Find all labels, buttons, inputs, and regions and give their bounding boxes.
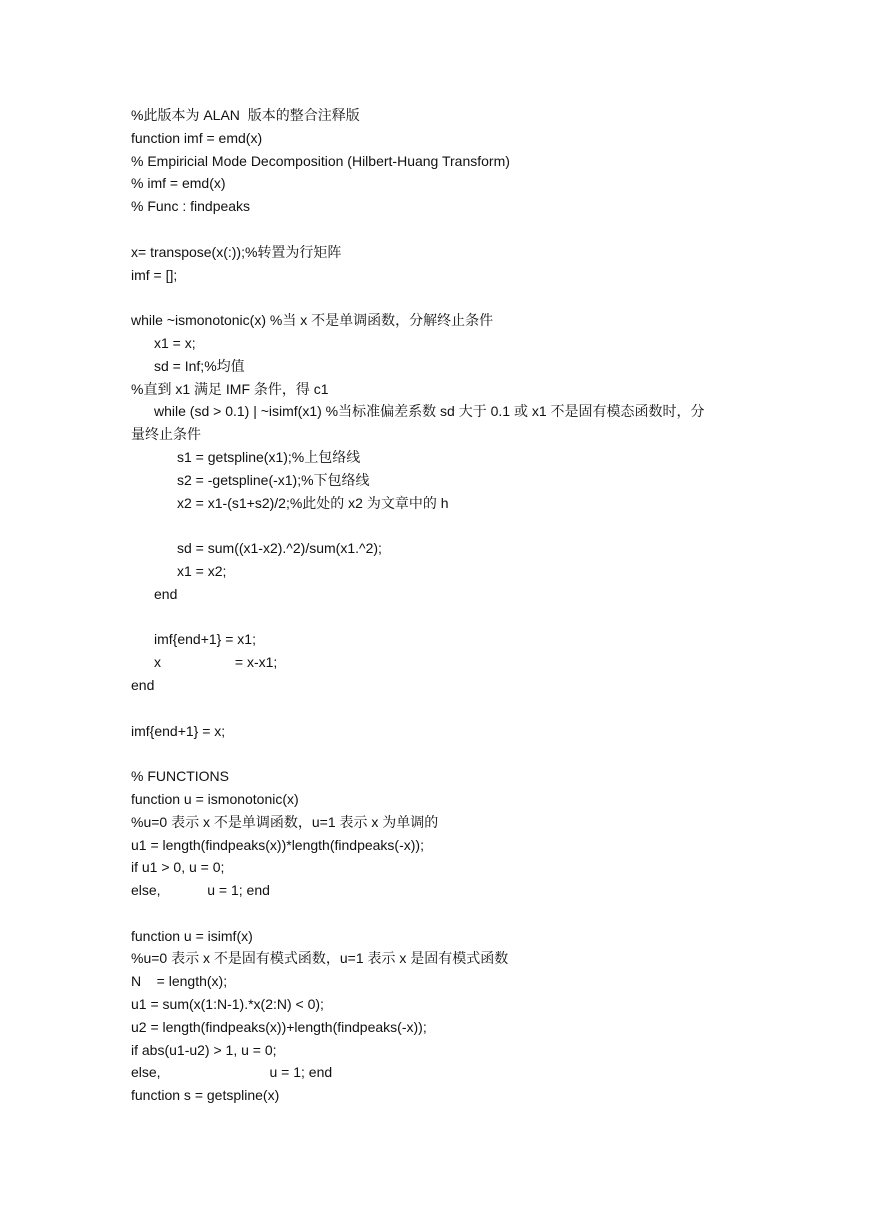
code-line: s1 = getspline(x1);%上包络线	[177, 448, 361, 465]
code-line: % Func : findpeaks	[131, 198, 251, 215]
code-line: u2 = length(findpeaks(x))+length(findpeaks(-x));	[131, 1018, 427, 1035]
code-line: x2 = x1-(s1+s2)/2;%此处的 x2 为文章中的 h	[177, 494, 449, 511]
code-line: while ~ismonotonic(x) %当 x 不是单调函数，分解终止条件	[131, 312, 494, 329]
blank-line	[131, 286, 751, 309]
code-line: imf{end+1} = x1;	[154, 631, 256, 648]
code-line: if abs(u1-u2) > 1, u = 0;	[131, 1041, 277, 1058]
code-line: else, u = 1; end	[131, 1064, 333, 1081]
code-line: % imf = emd(x)	[131, 175, 226, 192]
code-line: sd = sum((x1-x2).^2)/sum(x1.^2);	[177, 540, 382, 557]
code-line: s2 = -getspline(-x1);%下包络线	[177, 471, 370, 488]
code-line: N = length(x);	[131, 973, 228, 990]
code-line: x = x-x1;	[154, 654, 278, 671]
blank-line	[131, 606, 751, 629]
blank-line	[131, 902, 751, 925]
code-line: % FUNCTIONS	[131, 768, 229, 785]
document-body	[131, 104, 751, 1107]
code-line: %u=0 表示 x 不是固有模式函数，u=1 表示 x 是固有模式函数	[131, 950, 509, 967]
blank-line	[131, 514, 751, 537]
blank-line	[131, 697, 751, 720]
code-line: u1 = length(findpeaks(x))*length(findpeaks(-x));	[131, 836, 424, 853]
code-line: if u1 > 0, u = 0;	[131, 859, 225, 876]
code-line: %u=0 表示 x 不是单调函数，u=1 表示 x 为单调的	[131, 813, 439, 830]
code-line: %直到 x1 满足 IMF 条件，得 c1	[131, 380, 329, 397]
blank-line	[131, 742, 751, 765]
code-line: 量终止条件	[131, 426, 201, 443]
code-line: imf{end+1} = x;	[131, 722, 226, 739]
code-line: end	[131, 676, 155, 693]
code-line: function s = getspline(x)	[131, 1087, 280, 1104]
code-line: else, u = 1; end	[131, 882, 270, 899]
code-line: imf = [];	[131, 266, 178, 283]
code-line: end	[154, 585, 178, 602]
code-line: function imf = emd(x)	[131, 129, 263, 146]
blank-line	[131, 218, 751, 241]
code-line: while (sd > 0.1) | ~isimf(x1) %当标准偏差系数 sd 大于 0.1 或 x1 不是固有模态函数时，分	[154, 403, 705, 420]
code-line: function u = isimf(x)	[131, 927, 253, 944]
code-line: % Empiricial Mode Decomposition (Hilbert-Huang Transform)	[131, 152, 510, 169]
code-line: %此版本为 ALAN 版本的整合注释版	[131, 107, 360, 123]
code-line: x= transpose(x(:));%转置为行矩阵	[131, 243, 342, 260]
code-line: x1 = x2;	[177, 562, 227, 579]
code-line: function u = ismonotonic(x)	[131, 790, 299, 807]
code-line: u1 = sum(x(1:N-1).*x(2:N) < 0);	[131, 996, 324, 1013]
code-line: x1 = x;	[154, 334, 196, 351]
code-line: sd = Inf;%均值	[154, 357, 245, 374]
